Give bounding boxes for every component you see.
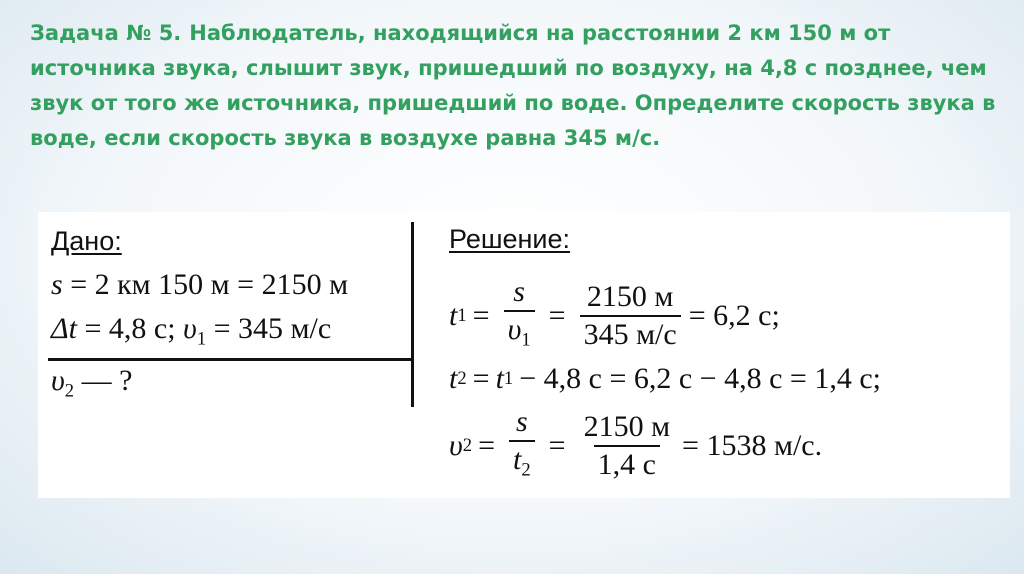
fraction-s-over-t2: $\frac{s}{t_2}$: [509, 404, 535, 489]
divider-horizontal: [48, 358, 411, 361]
given-header: Дано:: [51, 226, 122, 256]
divider-vertical: [411, 222, 414, 407]
fraction-numeric-t1: $\frac{2150 м}{345 м/с}$: [580, 279, 681, 353]
task-text: Наблюдатель, находящийся на расстоянии 2 км 150 м от источника звука, слышит звук, пришедший по воздуху, на 4,8 с позднее, чем звук от того же источника, пришедший по воде. Определите скорость звука в воде, если скорость звука в воздухе равна 345 м/с.: [30, 21, 996, 150]
given-time-speed: Δt = 4,8 с; $\upsilon_1 = 345$ м/с: [51, 312, 332, 350]
task-statement: [30, 16, 1005, 156]
find-unknown: $\upsilon_2$ — ?: [51, 364, 133, 402]
fraction-numeric-v2: $\frac{2150 м}{1,4 с}$: [583, 410, 671, 482]
equation-v2: υ 2 = $\frac{s}{t_2}$ = $\frac{2150 м}{1,4 с}$ = 1538 м/с.: [449, 404, 822, 489]
given-distance: s = 2 км 150 м = 2150 м: [51, 268, 349, 301]
equation-t1: t 1 = $\frac{s}{\upsilon_1}$ = $\frac{2150 м}{345 м/с}$ = 6,2 с;: [449, 274, 780, 359]
solution-header: Решение:: [449, 224, 571, 254]
task-label: Задача № 5.: [30, 21, 182, 45]
fraction-s-over-v1: $\frac{s}{\upsilon_1}$: [504, 274, 535, 359]
solution-scan: [38, 212, 1010, 498]
equation-t2: t 2 = t 1 − 4,8 с = 6,2 с − 4,8 с = 1,4 с;: [449, 362, 881, 395]
